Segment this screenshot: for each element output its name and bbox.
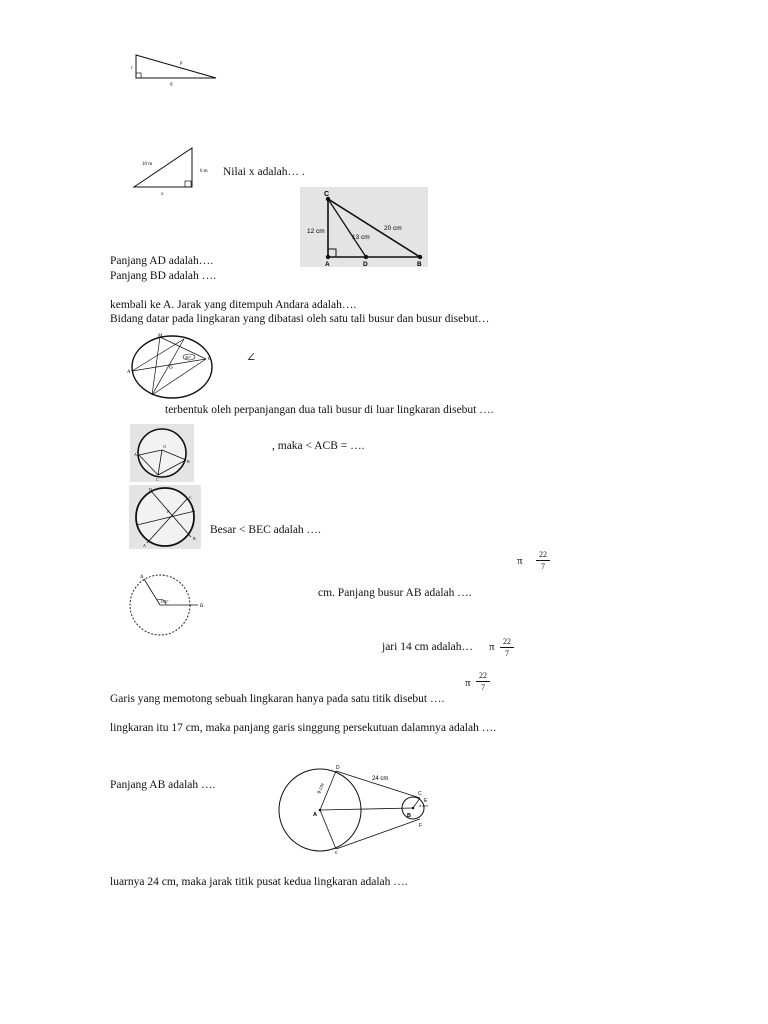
label-x: x bbox=[161, 192, 164, 196]
label-a5: A bbox=[140, 575, 144, 580]
panjang-busur-text: cm. Panjang busur AB adalah …. bbox=[318, 587, 472, 599]
figure-right-triangle-x bbox=[128, 146, 222, 196]
jari-14-text: jari 14 cm adalah… bbox=[382, 641, 474, 653]
label-a2: A bbox=[127, 370, 131, 375]
label-d2: D bbox=[149, 487, 152, 492]
label-a4: A bbox=[143, 543, 146, 548]
pi-symbol-1: π bbox=[517, 555, 523, 567]
label-o: O bbox=[169, 366, 173, 371]
label-d: D bbox=[363, 261, 368, 267]
label-b2: B bbox=[187, 459, 190, 464]
fraction-22-7-2 bbox=[500, 637, 514, 658]
figure-circle-bec bbox=[129, 485, 201, 549]
label-20cm: 20 cm bbox=[384, 225, 402, 232]
label-f: F bbox=[419, 823, 423, 829]
luarnya-24-text: luarnya 24 cm, maka jarak titik pusat kedua lingkaran adalah …. bbox=[110, 876, 408, 888]
fraction-numerator: 22 bbox=[536, 550, 550, 561]
label-m: M bbox=[158, 334, 163, 339]
besar-bec-text: Besar < BEC adalah …. bbox=[210, 524, 321, 536]
label-e2: E bbox=[424, 798, 428, 804]
pi-symbol-2: π bbox=[489, 641, 495, 653]
label-r2: 4 cm bbox=[419, 803, 428, 808]
label-c4: C bbox=[189, 495, 192, 500]
figure-triangle-abcd bbox=[300, 187, 428, 267]
maka-acb-text: , maka < ACB = …. bbox=[272, 440, 365, 452]
label-angle2: 135° bbox=[160, 599, 169, 604]
panjang-ad-text: Panjang AD adalah…. bbox=[110, 255, 214, 267]
panjang-ab-text: Panjang AB adalah …. bbox=[110, 779, 216, 791]
label-hyp: 10 m bbox=[142, 162, 153, 167]
figure-right-triangle-rpq bbox=[128, 50, 220, 90]
label-b4: B bbox=[200, 604, 204, 609]
fraction-22-7-3 bbox=[476, 671, 490, 692]
label-b3: B bbox=[193, 536, 196, 541]
label-13cm: 13 cm bbox=[352, 234, 370, 241]
label-r1: 9 cm bbox=[316, 782, 326, 795]
label-q: q bbox=[170, 82, 173, 87]
fraction-numerator: 22 bbox=[500, 637, 514, 648]
terbentuk-text: terbentuk oleh perpanjangan dua tali busur di luar lingkaran disebut …. bbox=[165, 404, 494, 416]
garis-singgung-text: Garis yang memotong sebuah lingkaran hanya pada satu titik disebut …. bbox=[110, 693, 445, 705]
figure-two-circles-tangent bbox=[276, 760, 436, 856]
label-side: 6 m bbox=[200, 169, 208, 174]
label-c: C bbox=[324, 191, 330, 198]
label-c6: c bbox=[335, 850, 338, 856]
label-c5: C bbox=[418, 791, 422, 797]
lingkaran-17-text: lingkaran itu 17 cm, maka panjang garis singgung persekutuan dalamnya adalah …. bbox=[110, 722, 497, 734]
label-c3: C bbox=[156, 477, 159, 482]
label-b5: B bbox=[407, 813, 411, 819]
kembali-text: kembali ke A. Jarak yang ditempuh Andara adalah…. bbox=[110, 299, 357, 311]
label-angle: 40° bbox=[185, 355, 192, 360]
label-12cm: 12 cm bbox=[307, 228, 325, 235]
label-d3: D bbox=[336, 765, 340, 771]
figure-dotted-circle-arc bbox=[122, 570, 212, 640]
angle-symbol: ∠ bbox=[246, 350, 257, 364]
fraction-numerator: 22 bbox=[476, 671, 490, 682]
label-a6: A bbox=[313, 812, 317, 818]
label-24cm: 24 cm bbox=[372, 776, 389, 782]
label-a3: A bbox=[134, 452, 137, 457]
label-r: r bbox=[131, 66, 133, 71]
nilai-x-text: Nilai x adalah… . bbox=[223, 166, 305, 178]
label-p: p bbox=[180, 61, 183, 66]
fraction-denominator: 7 bbox=[481, 683, 485, 692]
fraction-22-7-1 bbox=[536, 550, 550, 571]
figure-circle-inscribed bbox=[126, 333, 216, 403]
bidang-datar-text: Bidang datar pada lingkaran yang dibatasi oleh satu tali busur dan busur disebut… bbox=[110, 313, 490, 325]
fraction-denominator: 7 bbox=[505, 649, 509, 658]
label-e: E bbox=[167, 509, 170, 514]
label-c2: C bbox=[208, 357, 212, 362]
pi-symbol-3: π bbox=[465, 677, 471, 689]
label-o2: O bbox=[163, 444, 166, 449]
panjang-bd-text: Panjang BD adalah …. bbox=[110, 270, 217, 282]
label-b: B bbox=[417, 261, 422, 267]
fraction-denominator: 7 bbox=[541, 562, 545, 571]
figure-circle-acb bbox=[130, 424, 194, 482]
label-a: A bbox=[325, 261, 330, 267]
